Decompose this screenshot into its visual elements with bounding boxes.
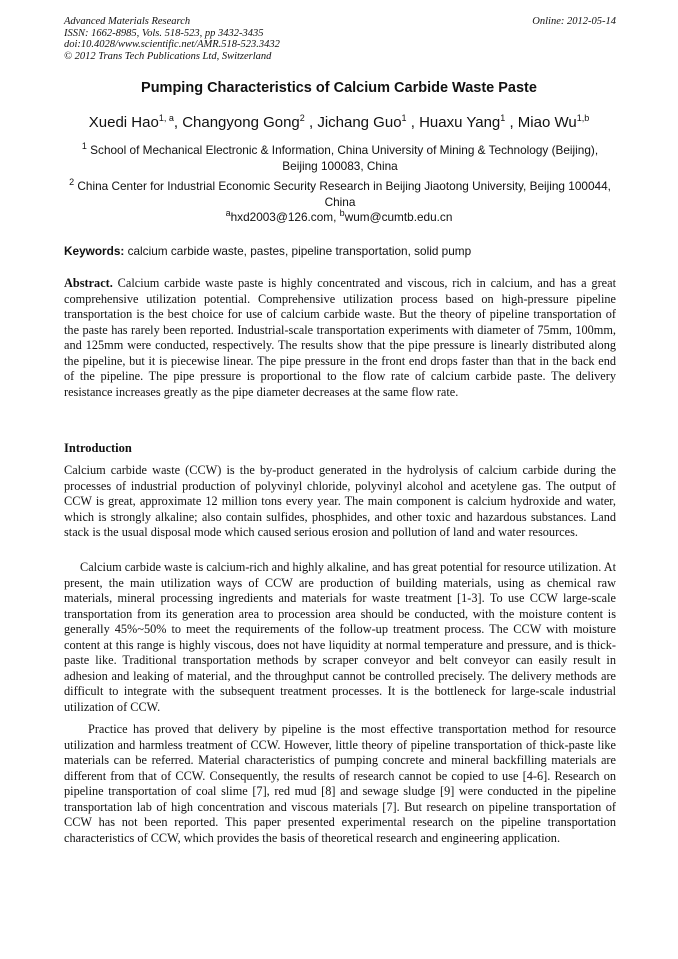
issn-line: ISSN: 1662-8985, Vols. 518-523, pp 3432-3435	[64, 27, 264, 39]
journal-header	[64, 16, 616, 62]
email-a: hxd2003@126.com	[230, 209, 334, 224]
online-date: Online: 2012-05-14	[532, 16, 616, 27]
author-name: Jichang Guo	[317, 114, 402, 131]
doi-line: doi:10.4028/www.scientific.net/AMR.518-523.3432	[64, 39, 280, 50]
email-b: wum@cumtb.edu.cn	[344, 209, 453, 224]
affiliation-text: School of Mechanical Electronic & Information, China University of Mining & Technology (Beijing), Beijing 100083, China	[90, 142, 599, 173]
abstract-text: Calcium carbide waste paste is highly concentrated and viscous, rich in calcium, and has a great comprehensive utilization potential. Comprehensive utilization process based on high-pressure pipeline transportation is the best choice for use of calcium carbide waste. But the theory of pipeline transportation of the paste has rarely been reported. Industrial-scale transportation experiments with diameter of 75mm, 100mm, and 125mm were conducted, respectively. The results show that the pipe pressure is linearly distributed along the pipeline, but it is piecewise linear. The pipe pressure in the front end drops faster than that in the back end of the pipeline. The pipe pressure is proportional to the flow rate of calcium carbide paste. The delivery resistance increases greatly as the pipe diameter decreases at the same flow rate.	[64, 276, 617, 399]
paper-title: Pumping Characteristics of Calcium Carbide Waste Paste	[141, 80, 537, 96]
author-sup: 1, a	[158, 113, 174, 123]
abstract-paragraph	[64, 276, 616, 400]
author-name: Huaxu Yang	[419, 114, 501, 131]
intro-paragraph-2: Calcium carbide waste is calcium-rich and highly alkaline, and has great potential for resource utilization. At present, the main utilization ways of CCW are production of building materials, using as chemical raw materials, mineral processing ingredients and materials for waste treatment [1-3]. To use CCW large-scale transportation from its generation area to procession area should be conducted, with the moisture content is generally 45%~50% to meet the requirements of the follow-up treatment process. The CCW with moisture content at this range is highly viscous, does not have liquidity at normal temperature and pressure, and is thick-paste like. Traditional transportation methods by scraper conveyor and belt conveyor can easily result in adhesion and leaking of material, and the throughput cannot be controlled precisely. The delivery methods are difficult to integrate with the subsequent treatment processes. It is the bottleneck for large-scale industrial utilization of CCW.	[64, 560, 616, 714]
author-sup: 1,b	[576, 113, 590, 123]
introduction-heading: Introduction	[64, 441, 132, 455]
author-list: Xuedi Hao$^{1, a}$, Changyong Gong$^2$ , Jichang Guo$^1$ , Huaxu Yang$^1$ , Miao Wu$^{1,b}$	[88, 113, 590, 131]
keywords-text: calcium carbide waste, pastes, pipeline transportation, solid pump	[127, 244, 472, 258]
affiliation-sup: 1	[81, 141, 87, 151]
copyright-line: © 2012 Trans Tech Publications Ltd, Switzerland	[64, 50, 272, 62]
affiliation-text: China Center for Industrial Economic Security Research in Beijing Jiaotong University, Beijing 100044, China	[77, 178, 611, 209]
author-name: Miao Wu	[517, 114, 577, 131]
affiliation-sup: 2	[69, 177, 75, 187]
journal-name: Advanced Materials Research	[64, 16, 191, 27]
intro-paragraph-1: Calcium carbide waste (CCW) is the by-product generated in the hydrolysis of calcium carbide during the processes of industrial production of polyvinyl chloride, polyvinyl alcohol and acetylene gas. The output of CCW is great, approximate 12 million tons every year. The main component is calcium hydroxide and water, which is strongly alkaline; also contain sulfides, phosphides, and other toxic and hazardous substances. Land stack is the usual disposal mode which caused serious erosion and pollution of land and water resources.	[64, 463, 616, 539]
intro-paragraph-3: Practice has proved that delivery by pipeline is the most effective transportation method for resource utilization and harmless treatment of CCW. However, little theory of pipeline transportation of thick-paste like materials can be referred. Material characteristics of pumping concrete and mineral backfilling materials are different from that of CCW. Consequently, the results of research cannot be copied to use [4-6]. Research on pipeline transportation of coal slime [7], red mud [8] and sewage sludge [9] were conducted in the pipeline transportation lab of high concentration and viscous materials [7]. But research on pipeline transportation of CCW has not been reported. This paper presented experimental research on the pipeline transportation characteristics of CCW, which provides the basis of theoretical research and engineering application.	[64, 722, 616, 845]
email-line: $^a$hxd2003@126.com, $^b$wum@cumtb.edu.cn	[225, 208, 453, 224]
author-sup: 1	[500, 113, 506, 123]
keywords-line	[64, 244, 616, 258]
author-sup: 1	[401, 113, 407, 123]
email-sup: a	[225, 208, 231, 218]
keywords-label: Keywords:	[64, 244, 125, 258]
email-sup: b	[339, 208, 345, 218]
affiliation-2	[64, 174, 616, 210]
abstract-label: Abstract.	[64, 276, 113, 290]
author-name: Changyong Gong	[182, 114, 300, 131]
author-name: Xuedi Hao	[88, 114, 159, 131]
author-sup: 2	[299, 113, 305, 123]
affiliation-1	[64, 138, 616, 174]
